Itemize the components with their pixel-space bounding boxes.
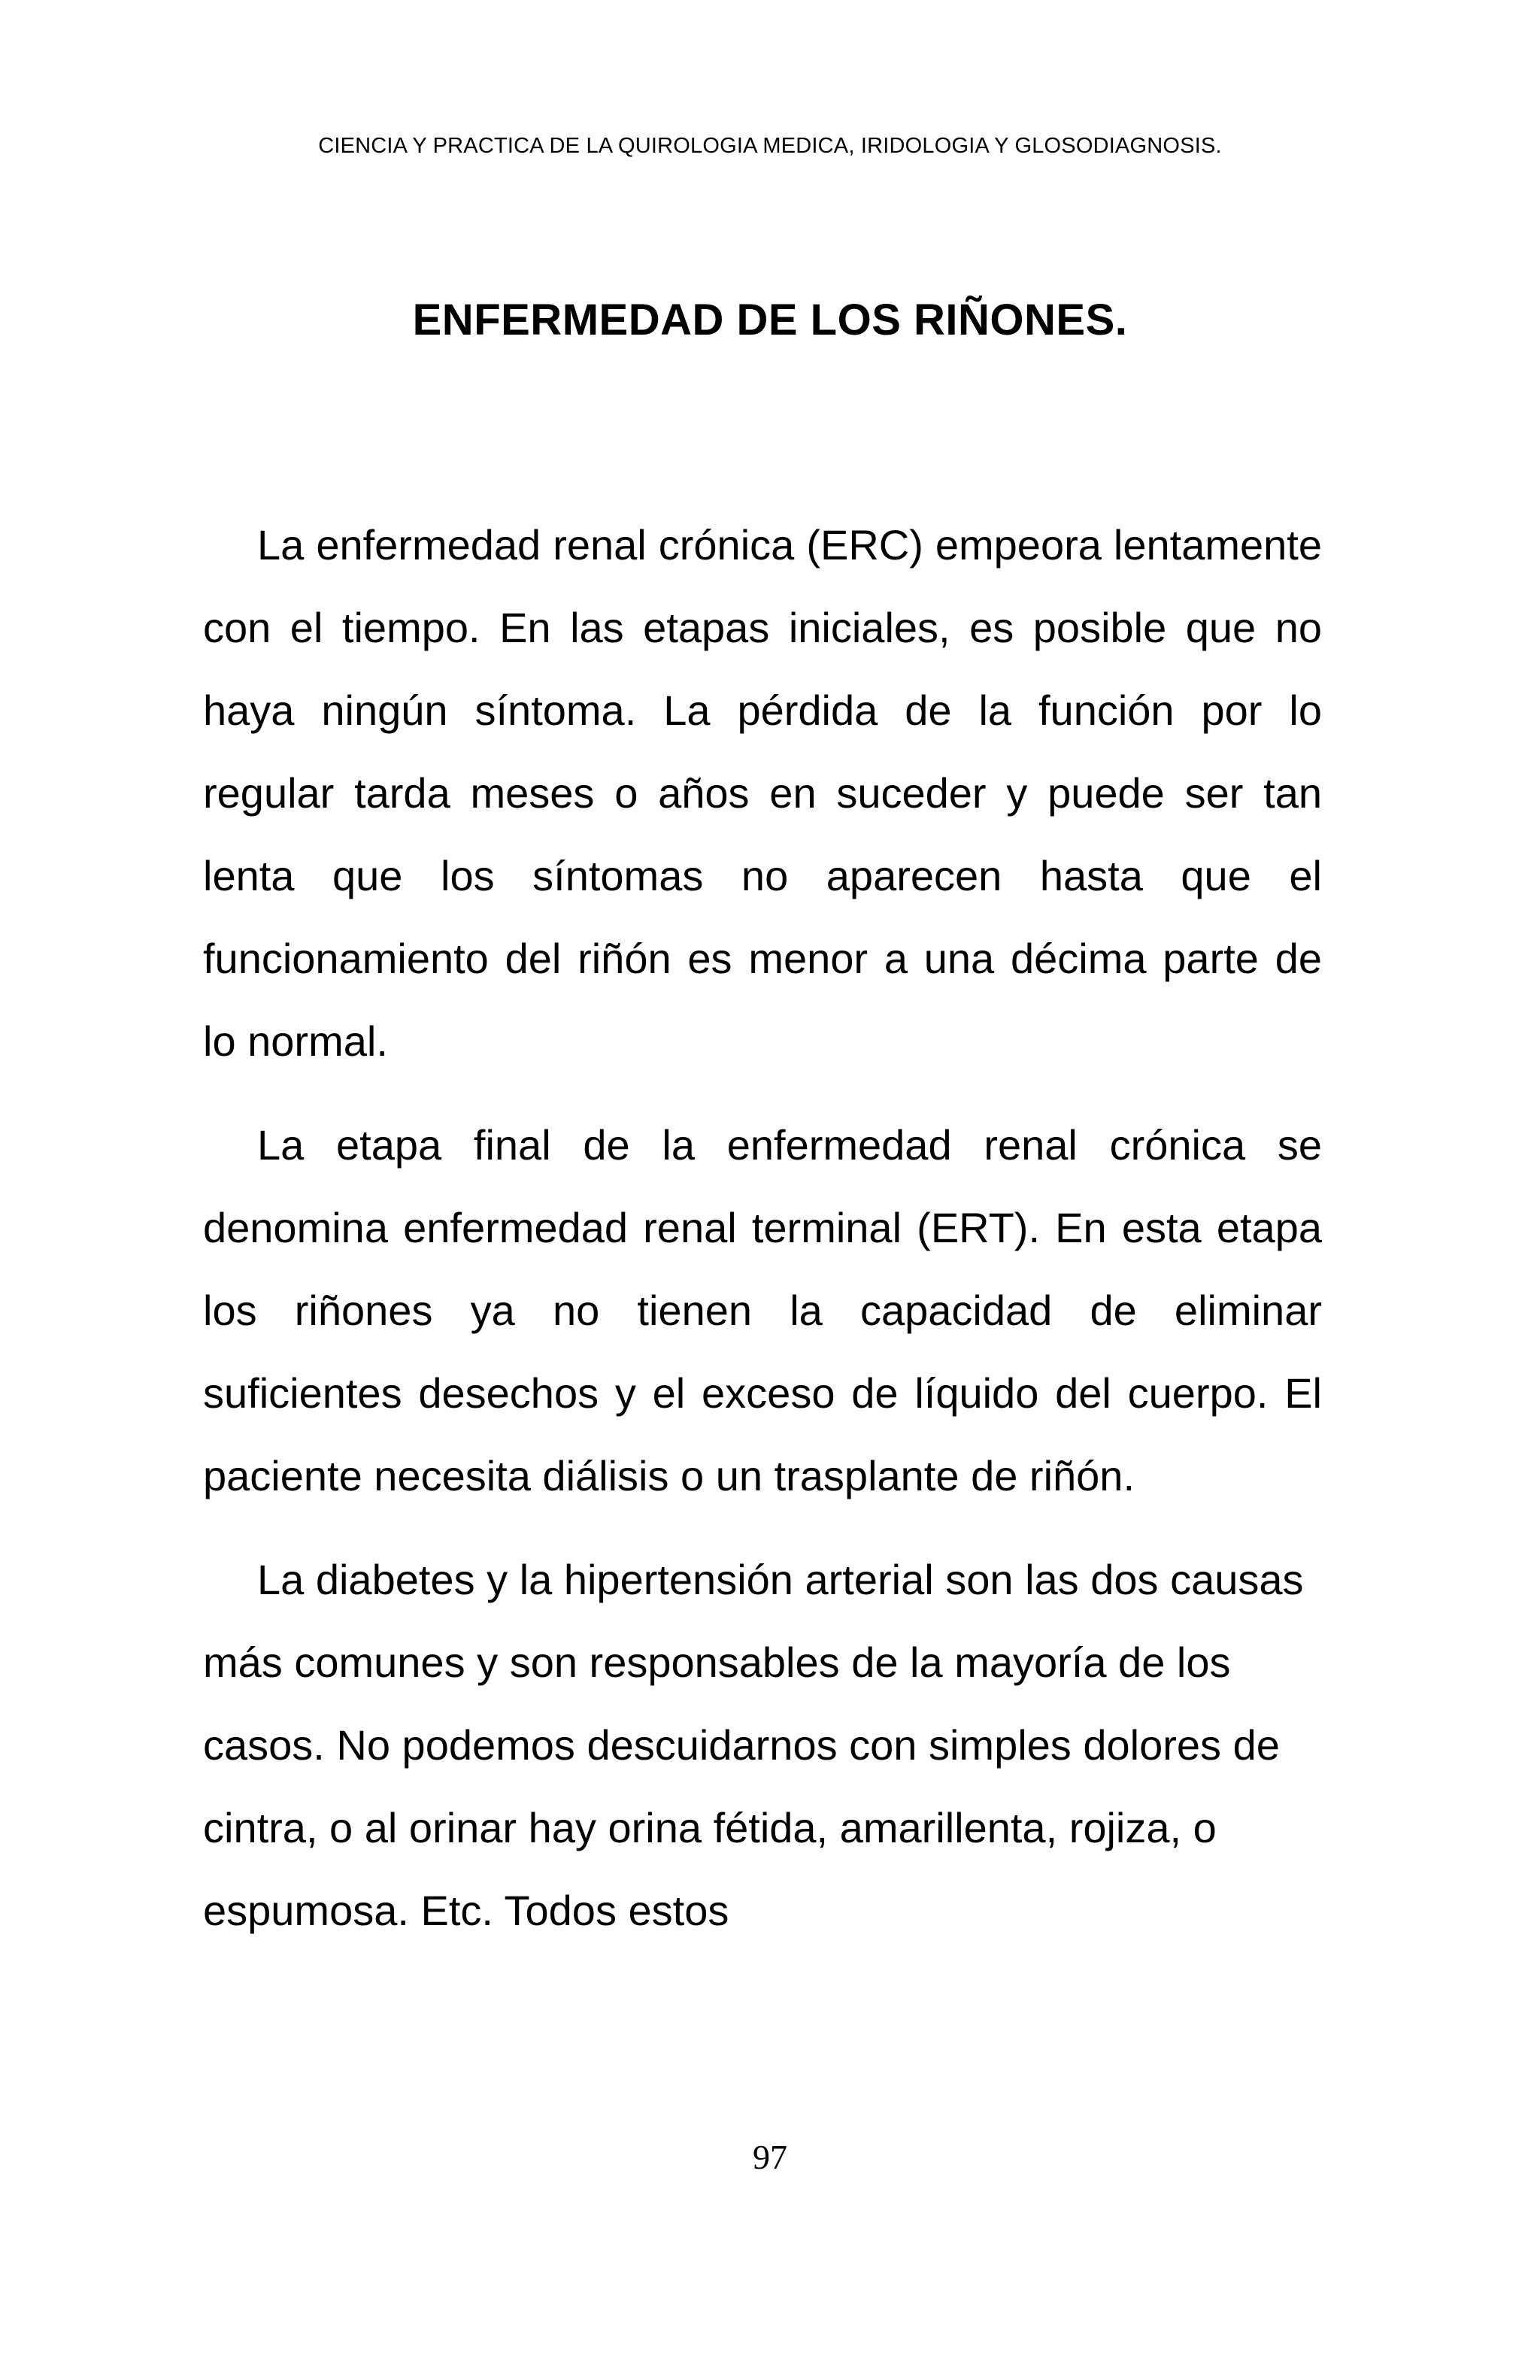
paragraph-3: La diabetes y la hipertensión arterial son las dos causas más comunes y son responsables de la mayoría de los casos. No podemos descuidarnos con simples dolores de cintra, o al orinar hay orina fétida, amarillenta, rojiza, o espumosa. Etc. Todos estos (203, 1556, 1304, 1934)
chapter-title: ENFERMEDAD DE LOS RIÑONES. (412, 296, 1128, 344)
body-text (203, 504, 1322, 1973)
running-header: CIENCIA Y PRACTICA DE LA QUIROLOGIA MEDICA, IRIDOLOGIA Y GLOSODIAGNOSIS. (318, 134, 1222, 158)
paragraph-1: La enfermedad renal crónica (ERC) empeora lentamente con el tiempo. En las etapas iniciales, es posible que no haya ningún síntoma. La pérdida de la función por lo regular tarda meses o años en suceder y puede ser tan lenta que los síntomas no aparecen hasta que el funcionamiento del riñón es menor a una décima parte de lo normal. (203, 521, 1322, 1065)
page-number: 97 (753, 2138, 787, 2176)
paragraph-2: La etapa final de la enfermedad renal crónica se denomina enfermedad renal terminal (ERT). En esta etapa los riñones ya no tienen la capacidad de eliminar suficientes desechos y el exceso de líquido del cuerpo. El paciente necesita diálisis o un trasplante de riñón. (203, 1121, 1322, 1499)
